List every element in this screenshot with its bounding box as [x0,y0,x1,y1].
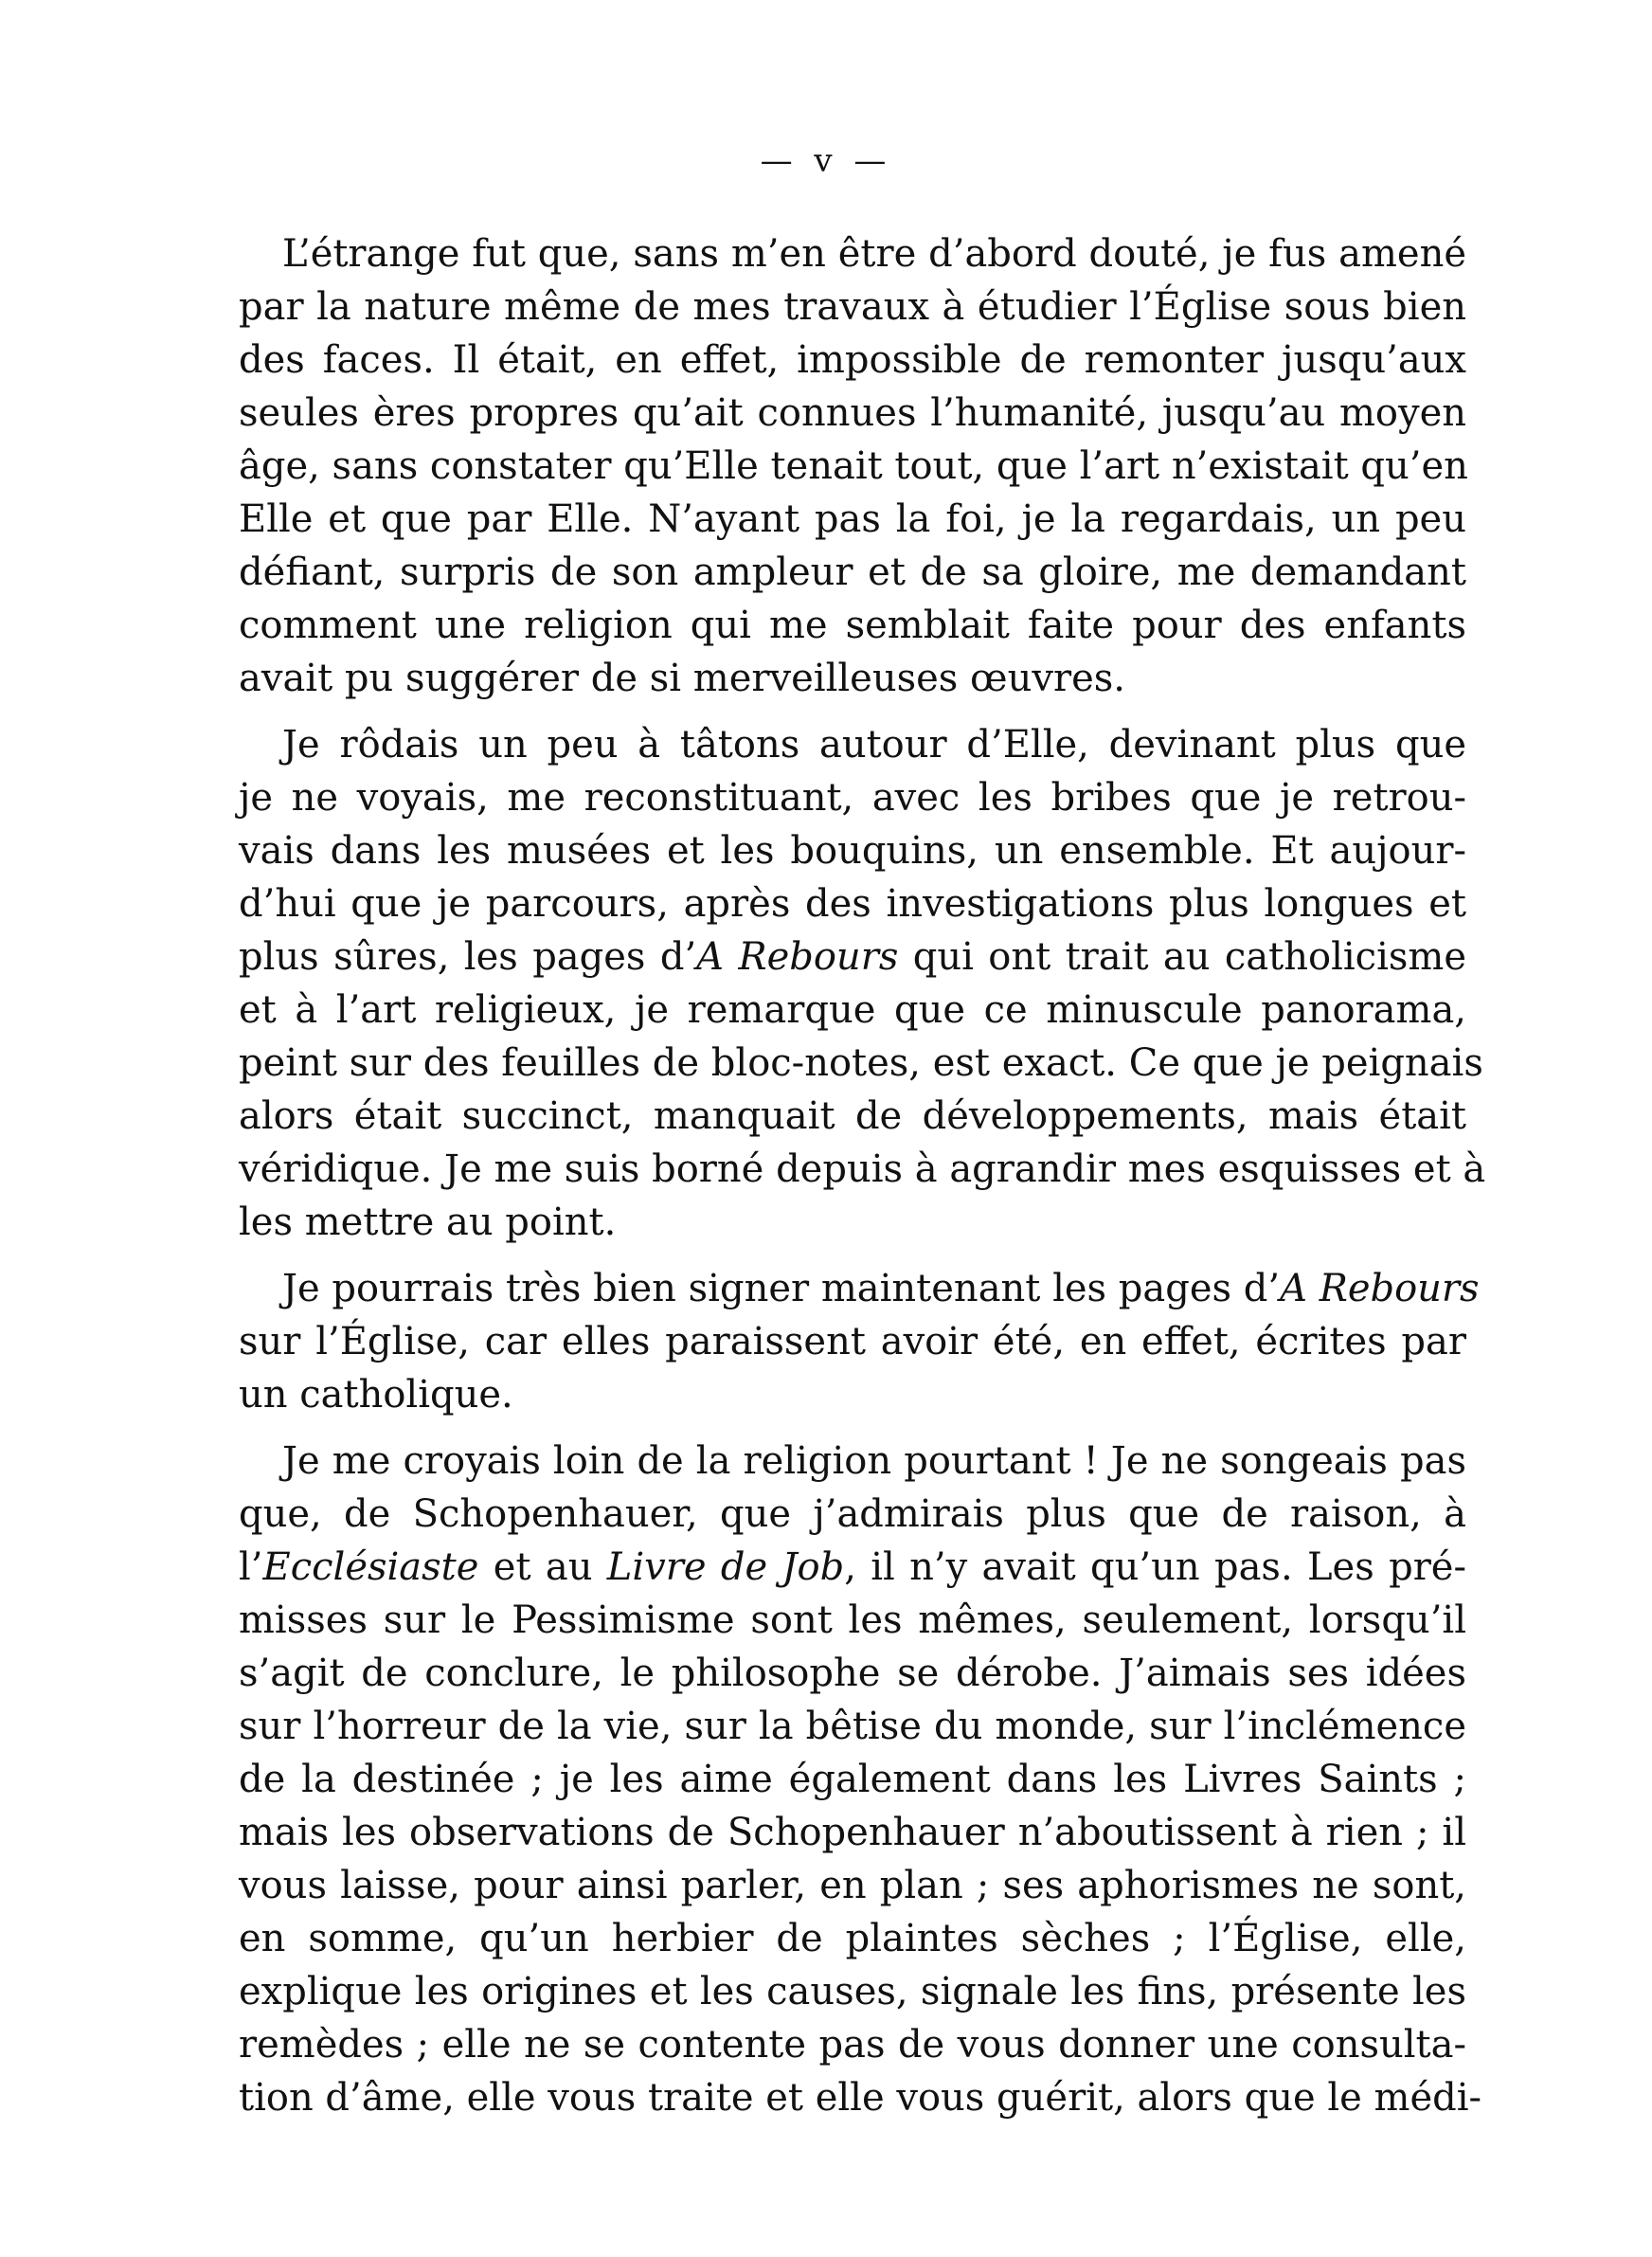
text-line: Elle et que par Elle. N’ayant pas la foi, je la regardais, un peu [239,497,1466,541]
text-line: peint sur des feuilles de bloc-notes, est exact. Ce que je peignais [239,1041,1483,1085]
text-line: mais les observations de Schopenhauer n’aboutissent à rien ; il [239,1811,1466,1854]
text-line: Je rôdais un peu à tâtons autour d’Elle, devinant plus que [282,723,1466,767]
text-line: âge, sans constater qu’Elle tenait tout, que l’art n’existait qu’en [239,444,1468,488]
text-line: par la nature même de mes travaux à étudier l’Église sous bien [239,285,1466,329]
text-line: vais dans les musées et les bouquins, un ensemble. Et aujour- [239,829,1466,873]
text-line: en somme, qu’un herbier de plaintes sèches ; l’Église, elle, [239,1917,1466,1960]
text-line: et à l’art religieux, je remarque que ce minuscule panorama, [239,988,1466,1032]
text-line: Je pourrais très bien signer maintenant les pages d’A Rebours [282,1267,1480,1310]
text-line: l’Ecclésiaste et au Livre de Job, il n’y avait qu’un pas. Les pré- [239,1545,1466,1589]
text-line: véridique. Je me suis borné depuis à agrandir mes esquisses et à [239,1147,1486,1191]
text-line: de la destinée ; je les aime également dans les Livres Saints ; [239,1758,1466,1801]
text-line: seules ères propres qu’ait connues l’humanité, jusqu’au moyen [239,391,1466,435]
text-line: avait pu suggérer de si merveilleuses œuvres. [239,657,1125,700]
text-line: sur l’horreur de la vie, sur la bêtise du monde, sur l’inclémence [239,1705,1466,1748]
text-line: défiant, surpris de son ampleur et de sa gloire, me demandant [239,551,1466,594]
text-line: les mettre au point. [239,1201,617,1244]
text-line: vous laisse, pour ainsi parler, en plan ; ses aphorismes ne sont, [239,1864,1466,1907]
page-number: — v — [760,142,892,180]
text-line: alors était succinct, manquait de développements, mais était [239,1094,1466,1138]
text-line: d’hui que je parcours, après des investigations plus longues et [239,882,1466,926]
text-line: un catholique. [239,1373,513,1417]
text-line: comment une religion qui me semblait faite pour des enfants [239,604,1466,647]
text-line: que, de Schopenhauer, que j’admirais plus que de raison, à [239,1492,1466,1536]
text-line: sur l’Église, car elles paraissent avoir été, en effet, écrites par [239,1320,1466,1363]
text-line: Je me croyais loin de la religion pourtant ! Je ne songeais pas [282,1439,1466,1483]
text-line: plus sûres, les pages d’A Rebours qui ont trait au catholicisme [239,935,1466,979]
text-line: remèdes ; elle ne se contente pas de vous donner une consulta- [239,2023,1466,2067]
text-line: tion d’âme, elle vous traite et elle vous guérit, alors que le médi- [239,2076,1482,2120]
text-line: je ne voyais, me reconstituant, avec les bribes que je retrou- [239,776,1466,820]
body-text [239,227,1486,2124]
text-line: des faces. Il était, en effet, impossible de remonter jusqu’aux [239,338,1466,382]
text-line: L’étrange fut que, sans m’en être d’abord douté, je fus amené [282,232,1466,276]
text-line: misses sur le Pessimisme sont les mêmes, seulement, lorsqu’il [239,1598,1466,1642]
text-line: s’agit de conclure, le philosophe se dérobe. J’aimais ses idées [239,1652,1466,1695]
text-line: explique les origines et les causes, signale les fins, présente les [239,1970,1466,2013]
